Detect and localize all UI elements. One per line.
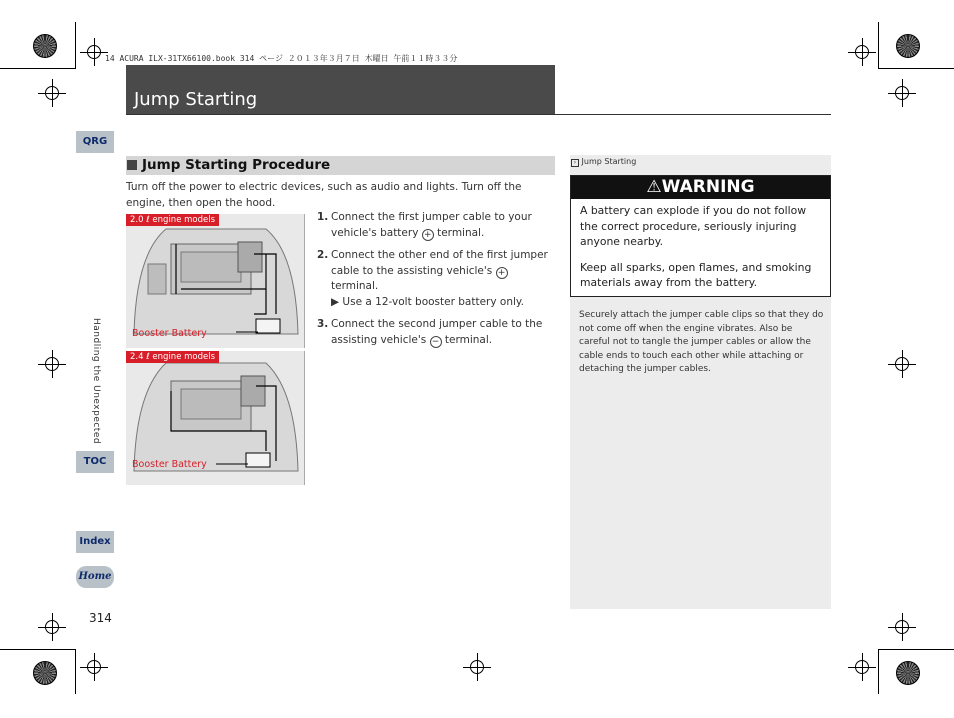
crop-mark <box>0 649 75 650</box>
step-item <box>317 248 555 310</box>
qrg-button[interactable]: QRG <box>76 131 114 153</box>
registration-crosshair-icon <box>87 45 101 59</box>
registration-crosshair-icon <box>855 660 869 674</box>
toc-button[interactable]: TOC <box>76 451 114 473</box>
registration-crosshair-icon <box>87 660 101 674</box>
registration-crosshair-icon <box>895 86 909 100</box>
warning-body <box>571 199 830 305</box>
warning-box <box>570 175 831 297</box>
page-title-bar <box>126 65 555 114</box>
warning-title: WARNING <box>661 177 755 197</box>
step-number: 2. <box>317 249 329 261</box>
reference-arrow-icon: › <box>571 159 579 167</box>
home-button[interactable]: Home <box>76 566 114 588</box>
intro-paragraph: Turn off the power to electric devices, such as audio and lights. Turn off the engine, then open the hood. <box>126 181 522 209</box>
notes-panel <box>570 155 831 609</box>
registration-rosette-icon <box>33 661 57 685</box>
minus-terminal-icon: − <box>430 336 442 348</box>
index-button[interactable]: Index <box>76 531 114 553</box>
step-text: terminal. <box>331 280 379 292</box>
notes-reference[interactable] <box>571 157 636 167</box>
crop-mark <box>75 649 76 694</box>
step-item <box>317 210 555 241</box>
step-text: terminal. <box>444 333 493 346</box>
engine-model-tag: 2.0 ℓ engine models <box>126 214 219 226</box>
step-text: Connect the first jumper cable to your vehicle's battery <box>331 211 532 239</box>
registration-rosette-icon <box>896 661 920 685</box>
chapter-label: Handling the Unexpected <box>91 318 101 445</box>
registration-crosshair-icon <box>45 357 59 371</box>
engine-figure-2-4 <box>126 351 305 485</box>
step-text: Connect the other end of the first jumper cable to the assisting vehicle's <box>331 249 548 277</box>
notes-body: Securely attach the jumper cable clips so that they do not come off when the engine vibrates. Also be careful not to tangle the jumper cables or allow the cable ends to touch each other while attaching or detaching the jumper cables. <box>579 310 824 374</box>
section-square-icon <box>127 160 137 170</box>
engine-figure-2-0 <box>126 214 305 348</box>
crop-mark <box>878 22 879 69</box>
booster-battery-label: Booster Battery <box>132 328 207 339</box>
registration-rosette-icon <box>33 34 57 58</box>
crop-mark <box>878 68 954 69</box>
warning-triangle-icon: ⚠ <box>646 177 662 197</box>
registration-crosshair-icon <box>470 660 484 674</box>
registration-crosshair-icon <box>895 357 909 371</box>
title-divider <box>126 114 831 115</box>
step-text: Connect the second jumper cable to the assisting vehicle's <box>331 318 543 346</box>
warning-paragraph: A battery can explode if you do not follow the correct procedure, seriously injuring anyone nearby. <box>580 204 807 248</box>
section-heading-bar <box>126 156 555 175</box>
registration-crosshair-icon <box>45 86 59 100</box>
plus-terminal-icon: + <box>496 267 508 279</box>
warning-header <box>571 176 830 199</box>
booster-battery-label: Booster Battery <box>132 459 207 470</box>
engine-model-tag: 2.4 ℓ engine models <box>126 351 219 363</box>
step-item <box>317 317 555 348</box>
registration-crosshair-icon <box>45 620 59 634</box>
crop-mark <box>0 68 75 69</box>
crop-mark <box>878 649 954 650</box>
section-heading: Jump Starting Procedure <box>142 157 331 173</box>
triangle-right-icon: ▶ <box>331 295 340 308</box>
procedure-steps <box>317 210 555 355</box>
warning-paragraph: Keep all sparks, open flames, and smoking materials away from the battery. <box>580 260 812 289</box>
step-number: 3. <box>317 318 329 330</box>
page-number: 314 <box>89 611 112 625</box>
plus-terminal-icon: + <box>422 229 434 241</box>
registration-rosette-icon <box>896 34 920 58</box>
notes-reference-text: Jump Starting <box>581 157 637 166</box>
crop-mark <box>75 22 76 69</box>
step-subnote: Use a 12-volt booster battery only. <box>342 295 524 308</box>
crop-mark <box>878 649 879 694</box>
file-header: 14 ACURA ILX-31TX66100.book 314 ページ ２０１３年３月７日 木曜日 午前１１時３３分 <box>105 54 458 63</box>
step-text: terminal. <box>437 226 485 239</box>
registration-crosshair-icon <box>855 45 869 59</box>
page-title: Jump Starting <box>134 89 258 110</box>
step-number: 1. <box>317 211 329 223</box>
registration-crosshair-icon <box>895 620 909 634</box>
